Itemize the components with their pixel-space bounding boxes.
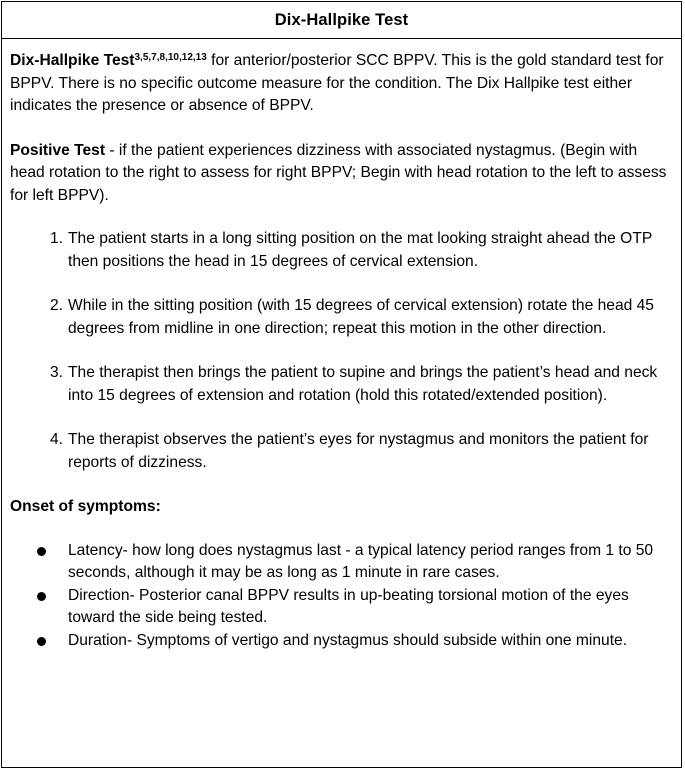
intro-paragraph xyxy=(10,50,671,118)
onset-item-text: Direction- Posterior canal BPPV results in up-beating torsional motion of the eyes toward the side being tested. xyxy=(68,586,629,626)
list-item xyxy=(10,362,671,407)
bullet-icon xyxy=(10,630,68,653)
list-item xyxy=(10,228,671,273)
list-item xyxy=(10,630,671,653)
intro-text: for anterior/posterior SCC BPPV. This is the gold standard test for BPPV. There is no specific outcome measure for the condition. The Dix Hallpike test either indicates the presence or absence of BPPV. xyxy=(10,52,664,114)
intro-references: 3,5,7,8,10,12,13 xyxy=(134,52,207,63)
table-title: Dix-Hallpike Test xyxy=(274,10,409,29)
list-item xyxy=(10,429,671,474)
list-item xyxy=(10,295,671,340)
step-number: 3. xyxy=(50,364,64,381)
step-text: The patient starts in a long sitting position on the mat looking straight ahead the OTP then positions the head in 15 degrees of cervical extension. xyxy=(68,230,652,270)
onset-item-text: Duration- Symptoms of vertigo and nystagmus should subside within one minute. xyxy=(68,631,628,649)
positive-test-text: - if the patient experiences dizziness with associated nystagmus. (Begin with head rotation to the right to assess for right BPPV; Begin with head rotation to the left to assess for left BPPV). xyxy=(10,141,667,204)
table-header xyxy=(2,2,681,39)
step-number: 1. xyxy=(50,230,64,247)
step-text: The therapist observes the patient’s eyes for nystagmus and monitors the patient for reports of dizziness. xyxy=(68,431,649,471)
intro-test-name: Dix-Hallpike Test xyxy=(10,52,135,69)
table-body xyxy=(2,39,681,652)
step-number: 4. xyxy=(50,431,64,448)
list-item xyxy=(10,585,671,630)
bullet-icon xyxy=(10,540,68,585)
step-text: While in the sitting position (with 15 degrees of cervical extension) rotate the head 45 degrees from midline in one direction; repeat this motion in the other direction. xyxy=(68,297,654,337)
bullet-icon xyxy=(10,585,68,630)
step-number: 2. xyxy=(50,297,64,314)
step-text: The therapist then brings the patient to supine and brings the patient’s head and neck into 15 degrees of extension and rotation (hold this rotated/extended position). xyxy=(68,364,658,404)
onset-list xyxy=(10,540,671,653)
list-item xyxy=(10,540,671,585)
positive-test-label: Positive Test xyxy=(10,141,106,159)
onset-heading: Onset of symptoms: xyxy=(10,498,161,515)
onset-item-text: Latency- how long does nystagmus last - a typical latency period ranges from 1 to 50 seconds, although it may be as long as 1 minute in rare cases. xyxy=(68,541,654,581)
positive-test-paragraph xyxy=(10,140,671,208)
test-table xyxy=(1,1,682,768)
procedure-steps xyxy=(10,228,671,474)
